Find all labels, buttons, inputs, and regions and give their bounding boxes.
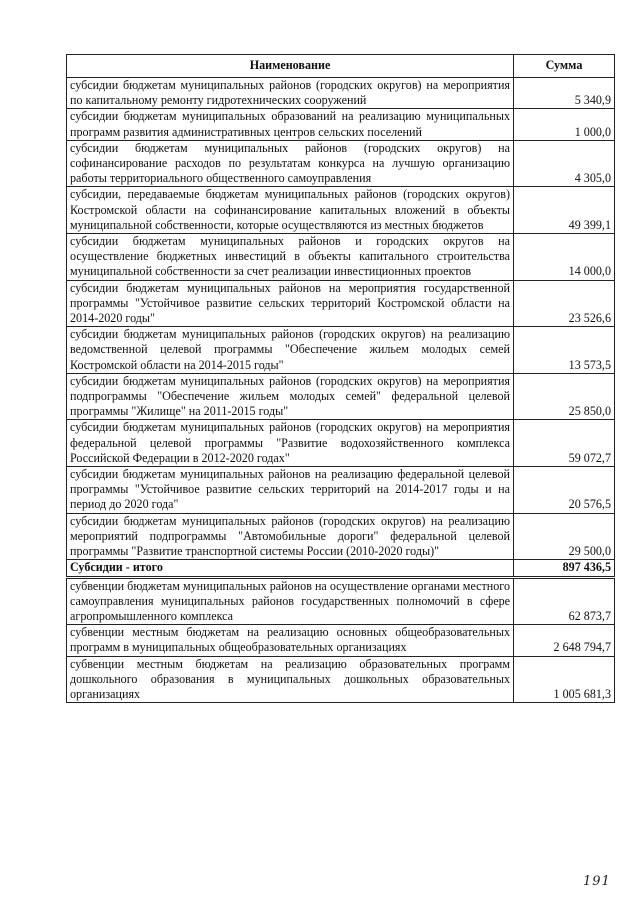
table-row bbox=[67, 373, 615, 420]
header-sum: Сумма bbox=[514, 55, 615, 78]
row-name: субсидии, передаваемые бюджетам муниципальных районов (городских округов) Костромской области на софинансирование капитальных вложений в объекты муниципальной собственности, которые осуществляются из местных бюджетов bbox=[67, 187, 514, 234]
total-sum: 897 436,5 bbox=[514, 560, 615, 577]
table-row bbox=[67, 234, 615, 281]
row-name: субвенции бюджетам муниципальных районов на осуществление органами местного самоуправления муниципальных районов государственных полномочий в сфере агропромышленного комплекса bbox=[67, 577, 514, 625]
row-sum: 4 305,0 bbox=[514, 140, 615, 187]
row-name: субсидии бюджетам муниципальных районов на мероприятия государственной программы "Устойчивое развитие сельских территорий Костромской области на 2014-2020 годы" bbox=[67, 280, 514, 327]
page-number: 191 bbox=[583, 874, 611, 889]
table-row bbox=[67, 467, 615, 514]
row-sum: 14 000,0 bbox=[514, 234, 615, 281]
row-sum: 1 000,0 bbox=[514, 109, 615, 140]
row-name: субсидии бюджетам муниципальных районов (городских округов) на реализацию ведомственной целевой программы "Обеспечение жильем молодых семей Костромской области на 2014-2015 годы" bbox=[67, 327, 514, 374]
row-sum: 5 340,9 bbox=[514, 78, 615, 109]
row-name: субсидии бюджетам муниципальных районов (городских округов) на софинансирование расходов по результатам конкурса на лучшую организацию работы территориального общественного самоуправления bbox=[67, 140, 514, 187]
header-row bbox=[67, 55, 615, 78]
row-name: субсидии бюджетам муниципальных районов на реализацию федеральной целевой программы "Устойчивое развитие сельских территорий на 2014-2017 годы и на период до 2020 года" bbox=[67, 467, 514, 514]
row-name: субвенции местным бюджетам на реализацию образовательных программ дошкольного образования в муниципальных дошкольных образовательных организациях bbox=[67, 656, 514, 703]
row-name: субсидии бюджетам муниципальных районов (городских округов) на мероприятия подпрограммы "Обеспечение жильем молодых семей" федеральной целевой программы "Жилище" на 2011-2015 годы" bbox=[67, 373, 514, 420]
row-name: субсидии бюджетам муниципальных районов (городских округов) на мероприятия по капитальному ремонту гидротехнических сооружений bbox=[67, 78, 514, 109]
row-name: субсидии бюджетам муниципальных районов (городских округов) на мероприятия федеральной целевой программы "Развитие водохозяйственного комплекса Российской Федерации в 2012-2020 годах" bbox=[67, 420, 514, 467]
table-body bbox=[67, 78, 615, 703]
table-row bbox=[67, 513, 615, 560]
table-row bbox=[67, 280, 615, 327]
table-row bbox=[67, 577, 615, 625]
total-row bbox=[67, 560, 615, 577]
row-sum: 20 576,5 bbox=[514, 467, 615, 514]
row-sum: 62 873,7 bbox=[514, 577, 615, 625]
row-name: субсидии бюджетам муниципальных районов и городских округов на осуществление бюджетных инвестиций в объекты капитального строительства муниципальной собственности за счет реализации инвестиционных проектов bbox=[67, 234, 514, 281]
total-label: Субсидии - итого bbox=[67, 560, 514, 577]
row-sum: 59 072,7 bbox=[514, 420, 615, 467]
row-name: субсидии бюджетам муниципальных районов (городских округов) на реализацию мероприятий подпрограммы "Автомобильные дороги" федеральной целевой программы "Развитие транспортной системы России (2010-2020 годы)" bbox=[67, 513, 514, 560]
header-name: Наименование bbox=[67, 55, 514, 78]
table-row bbox=[67, 187, 615, 234]
row-name: субвенции местным бюджетам на реализацию основных общеобразовательных программ в муниципальных общеобразовательных организациях bbox=[67, 625, 514, 656]
row-sum: 23 526,6 bbox=[514, 280, 615, 327]
row-sum: 25 850,0 bbox=[514, 373, 615, 420]
table-row bbox=[67, 109, 615, 140]
row-sum: 2 648 794,7 bbox=[514, 625, 615, 656]
document-sheet bbox=[66, 54, 614, 703]
table-row bbox=[67, 327, 615, 374]
table-row bbox=[67, 78, 615, 109]
row-sum: 29 500,0 bbox=[514, 513, 615, 560]
budget-table bbox=[66, 54, 615, 703]
table-row bbox=[67, 420, 615, 467]
row-name: субсидии бюджетам муниципальных образований на реализацию муниципальных программ развития административных центров сельских поселений bbox=[67, 109, 514, 140]
table-row bbox=[67, 140, 615, 187]
row-sum: 49 399,1 bbox=[514, 187, 615, 234]
row-sum: 1 005 681,3 bbox=[514, 656, 615, 703]
table-row bbox=[67, 625, 615, 656]
row-sum: 13 573,5 bbox=[514, 327, 615, 374]
table-row bbox=[67, 656, 615, 703]
